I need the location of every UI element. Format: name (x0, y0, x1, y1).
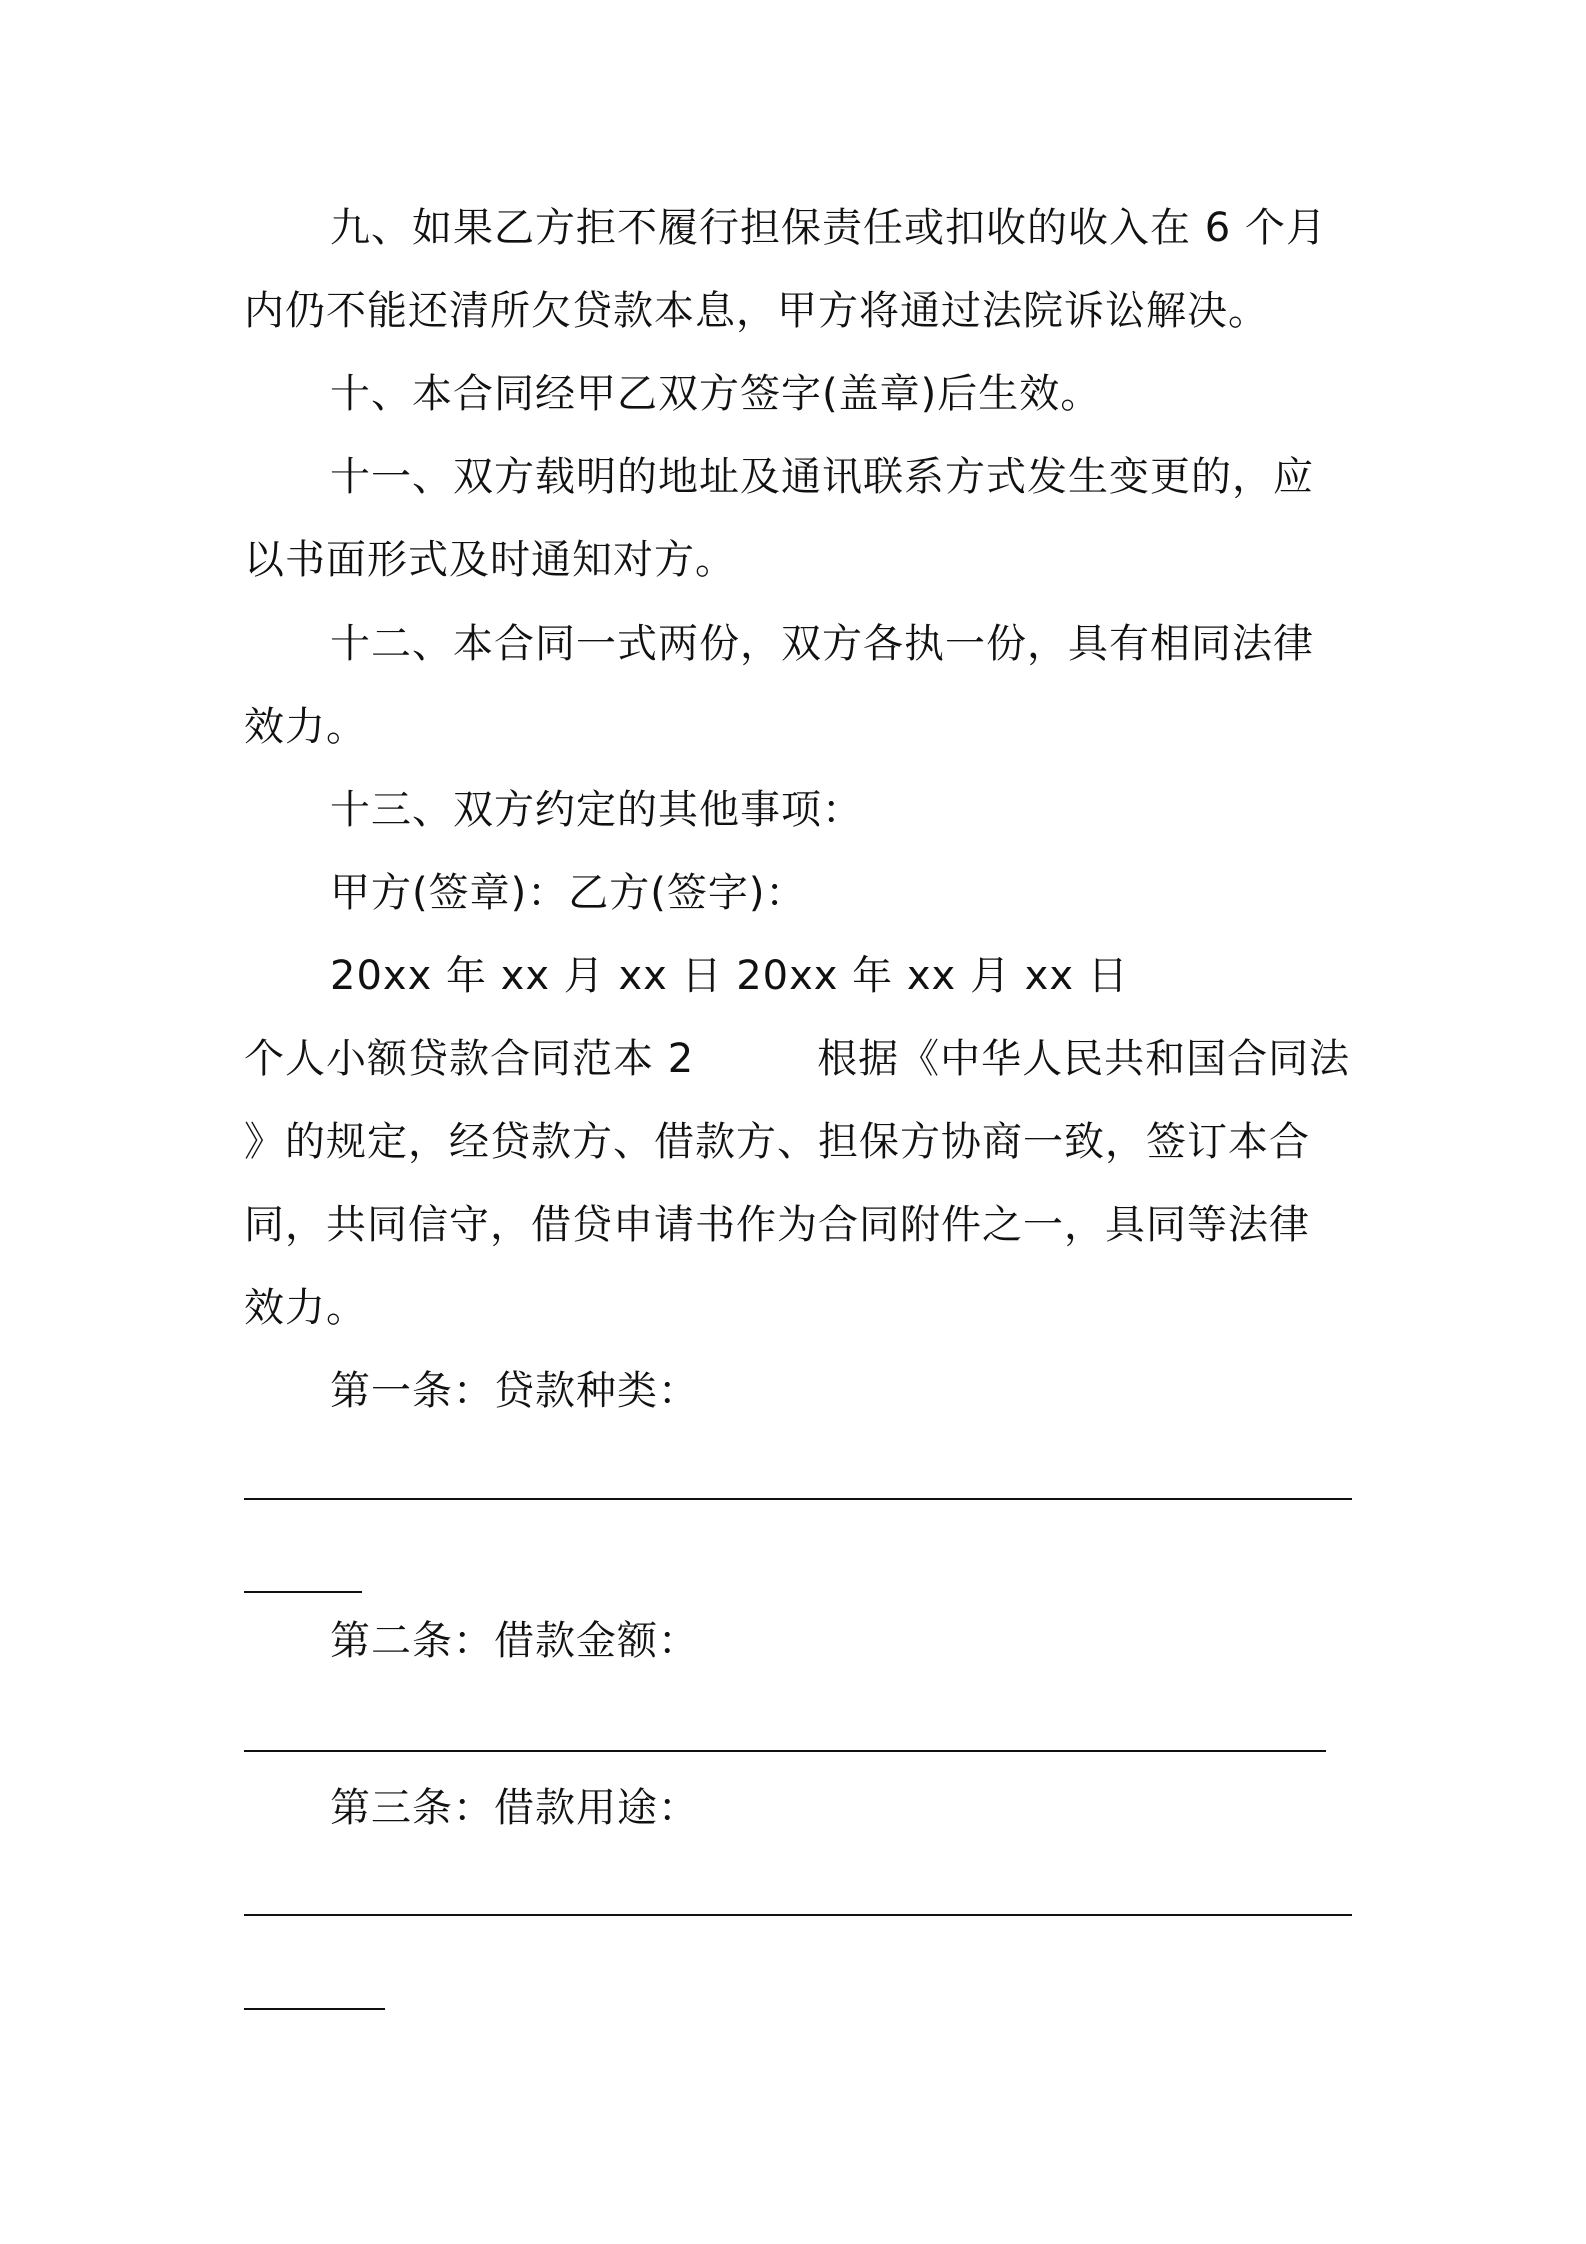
signature-line: 甲方(签章)：乙方(签字)： (330, 870, 807, 916)
template-2-heading-line: 个人小额贷款合同范本 2 根据《中华人民共和国合同法 (244, 1036, 1351, 1082)
article-1-label: 第一条：贷款种类： (330, 1368, 699, 1414)
clause-12-line-2: 效力。 (244, 704, 367, 750)
template-2-intro-line-2: 》的规定，经贷款方、借款方、担保方协商一致，签订本合 (244, 1119, 1310, 1165)
template-2-intro-line-4: 效力。 (244, 1285, 367, 1331)
clause-10: 十、本合同经甲乙双方签字(盖章)后生效。 (330, 371, 1102, 417)
article-3-blank-line-1 (244, 1914, 1352, 1916)
article-3-blank-line-2 (244, 2008, 385, 2010)
article-1-blank-line-1 (244, 1498, 1352, 1500)
clause-11-line-1: 十一、双方载明的地址及通讯联系方式发生变更的，应 (330, 454, 1314, 500)
clause-12-line-1: 十二、本合同一式两份，双方各执一份，具有相同法律 (330, 621, 1314, 667)
clause-9-line-1: 九、如果乙方拒不履行担保责任或扣收的收入在 6 个月 (330, 205, 1327, 251)
clause-13: 十三、双方约定的其他事项： (330, 787, 863, 833)
clause-11-line-2: 以书面形式及时通知对方。 (244, 537, 736, 583)
article-2-label: 第二条：借款金额： (330, 1618, 699, 1664)
article-2-blank-line (244, 1750, 1326, 1752)
date-line: 20xx 年 xx 月 xx 日 20xx 年 xx 月 xx 日 (330, 953, 1129, 999)
clause-9-line-2: 内仍不能还清所欠贷款本息，甲方将通过法院诉讼解决。 (244, 288, 1269, 334)
article-1-blank-line-2 (244, 1591, 362, 1593)
template-2-intro-line-3: 同，共同信守，借贷申请书作为合同附件之一，具同等法律 (244, 1202, 1310, 1248)
article-3-label: 第三条：借款用途： (330, 1785, 699, 1831)
